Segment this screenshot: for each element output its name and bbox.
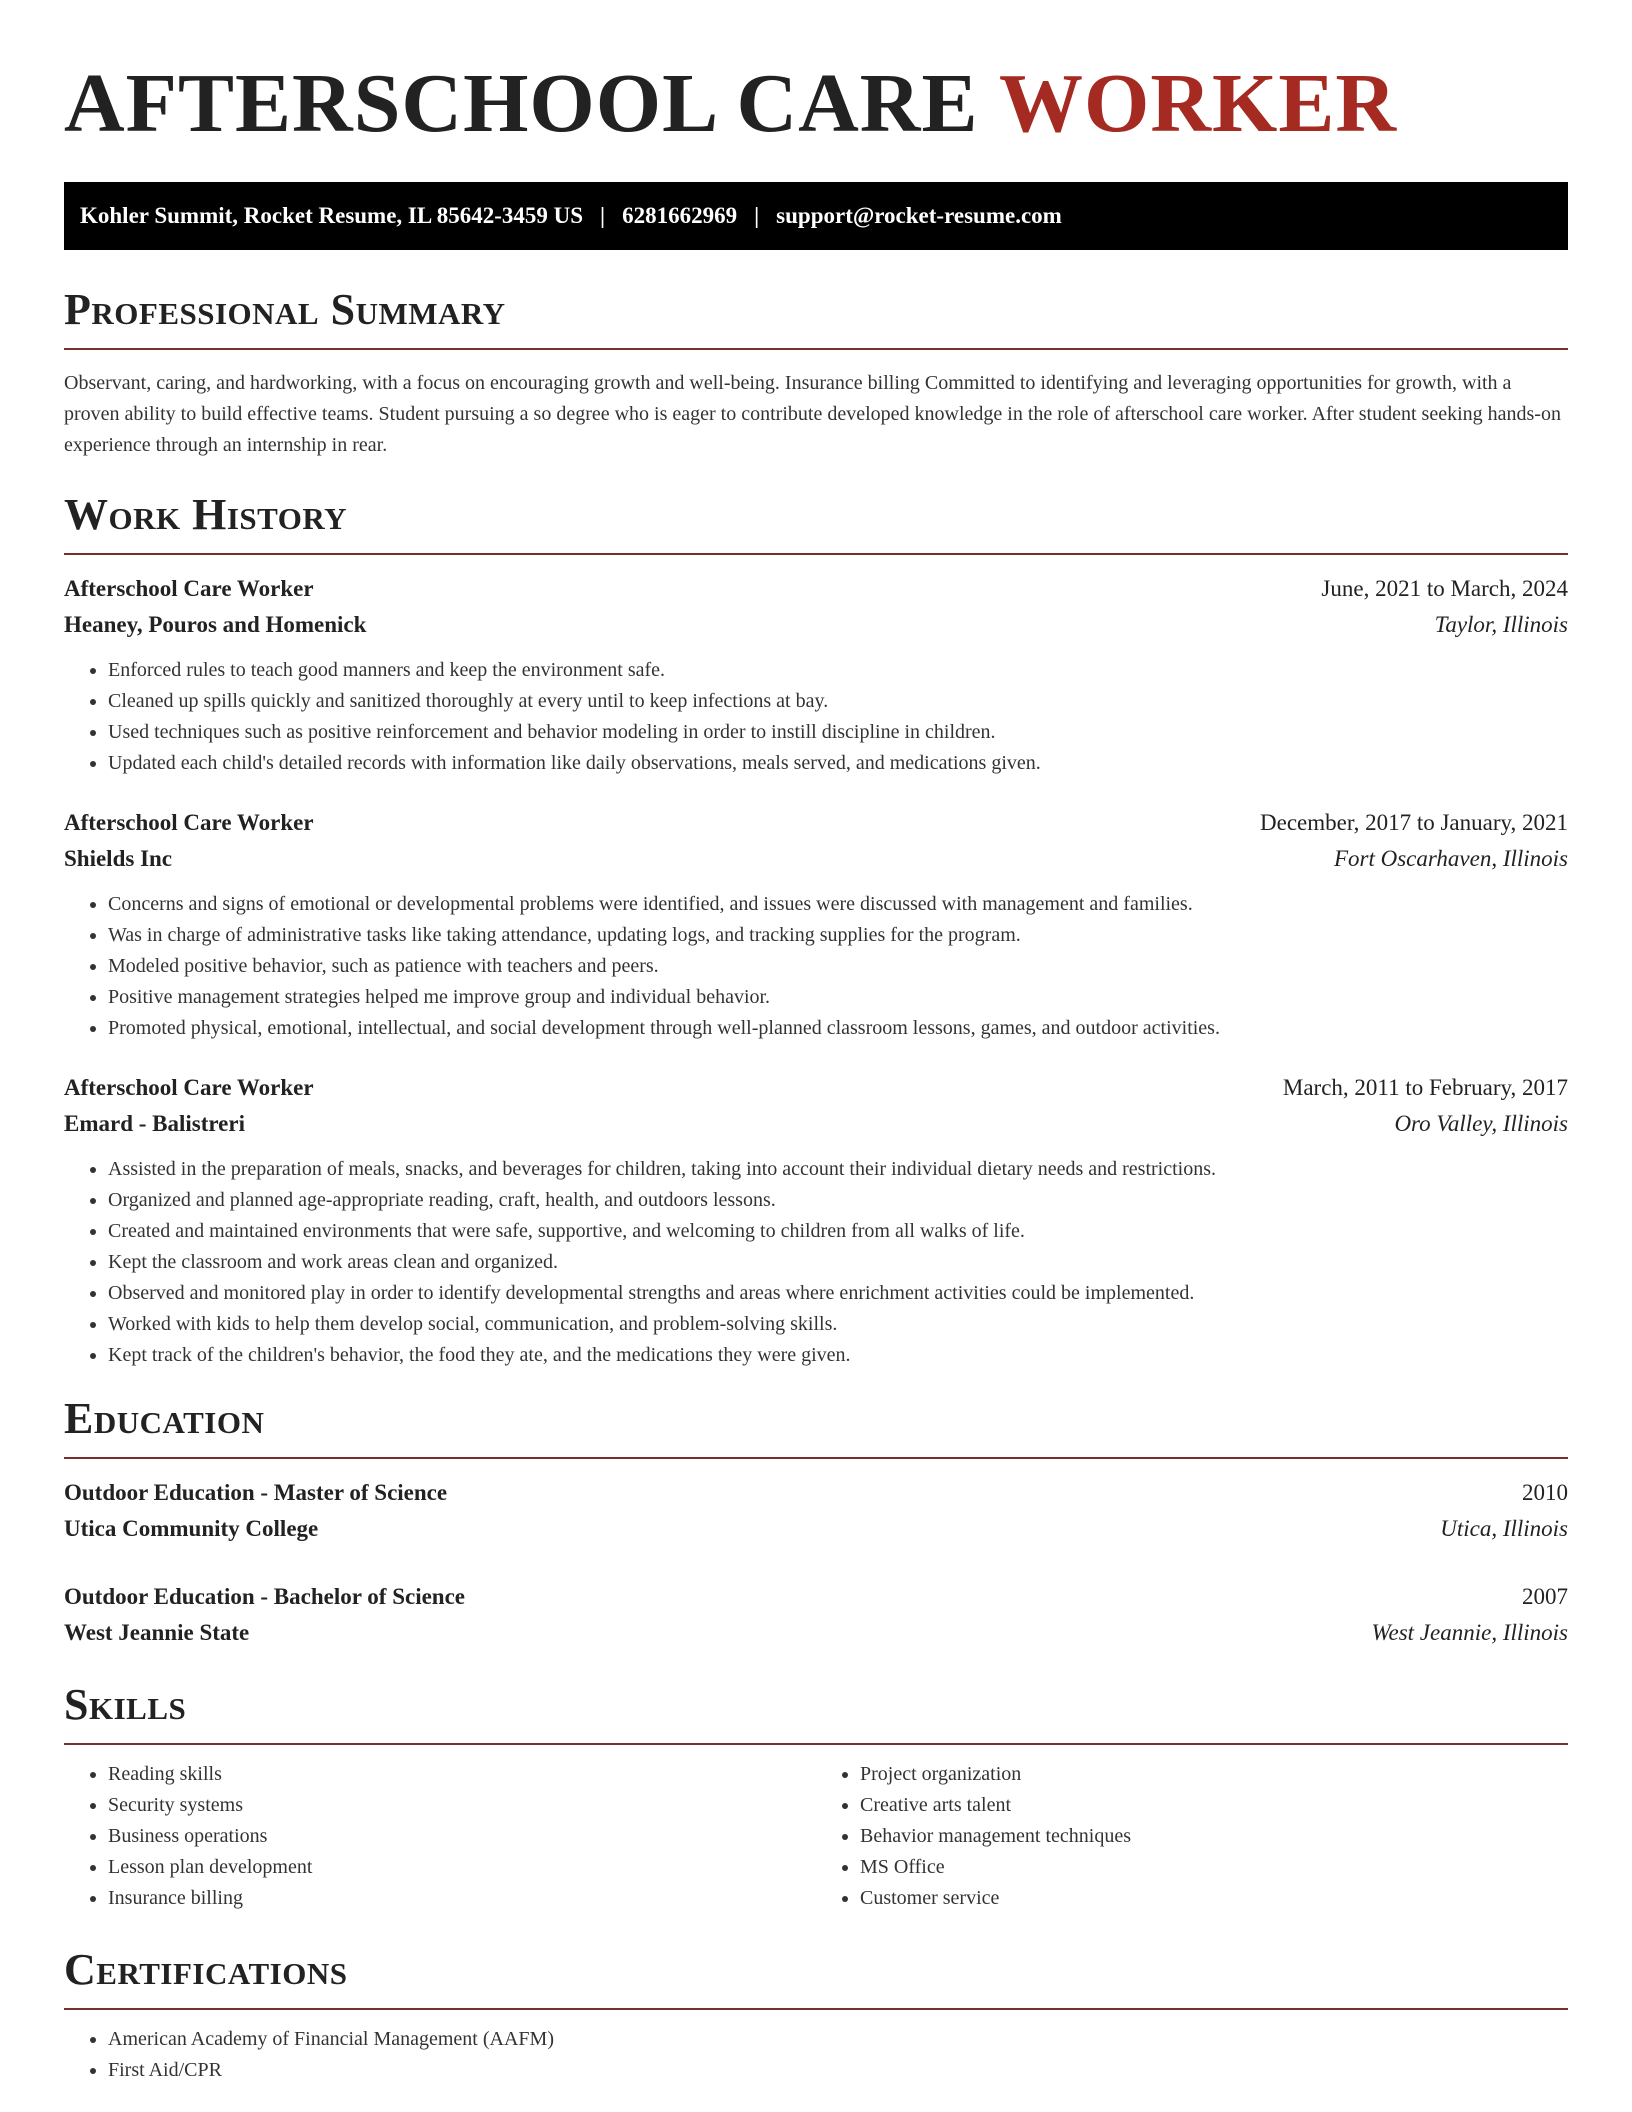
skill-item: • Insurance billing (108, 1883, 816, 1914)
education-entry (64, 1475, 1568, 1547)
section-divider (64, 1457, 1568, 1459)
job-company: Heaney, Pouros and Homenick (64, 612, 367, 637)
job-bullet-list (64, 889, 1568, 1044)
list-item: • Cleaned up spills quickly and sanitized thoroughly at every until to keep infections at bay. (108, 686, 1568, 717)
skill-item: • Security systems (108, 1790, 816, 1821)
section-title-work-history: Work History (64, 490, 348, 539)
education-location: Utica, Illinois (1440, 1516, 1568, 1541)
section-title-summary: Professional Summary (64, 285, 506, 334)
education-school-row (64, 1511, 1568, 1547)
contact-bar (64, 182, 1568, 250)
job-header-row (64, 805, 1568, 841)
list-item: • Created and maintained environments that were safe, supportive, and welcoming to children from all walks of life. (108, 1216, 1568, 1247)
education-degree: Outdoor Education - Bachelor of Science (64, 1584, 466, 1609)
job-location: Fort Oscarhaven, Illinois (1333, 846, 1568, 871)
section-divider (64, 553, 1568, 555)
job-company: Shields Inc (64, 846, 173, 871)
list-item: • Promoted physical, emotional, intellectual, and social development through well-planned classroom lessons, games, and outdoor activities. (108, 1013, 1568, 1044)
job-entry (64, 571, 1568, 779)
title-accent: WORKER (998, 57, 1398, 150)
education-school: West Jeannie State (64, 1620, 250, 1645)
job-role: Afterschool Care Worker (64, 810, 314, 835)
skill-item: • Project organization (860, 1759, 1568, 1790)
summary-text: Observant, caring, and hardworking, with a focus on encouraging growth and well-being. Insurance billing Committed to identifying and leveraging opportunities for growth, with a proven ability to build effective teams. Student pursuing a so degree who is eager to contribute developed knowledge in the role of afterschool care worker. After student seeking hands-on experience through an internship in rear. (64, 372, 1561, 456)
skill-item: • Customer service (860, 1883, 1568, 1914)
certification-item: • American Academy of Financial Management (AAFM) (108, 2024, 1568, 2055)
job-company-row (64, 1106, 1568, 1142)
job-header-row (64, 571, 1568, 607)
list-item: • Kept the classroom and work areas clean and organized. (108, 1247, 1568, 1278)
work-history-section (64, 489, 1568, 1371)
education-location: West Jeannie, Illinois (1371, 1620, 1568, 1645)
list-item: • Assisted in the preparation of meals, snacks, and beverages for children, taking into account their individual dietary needs and restrictions. (108, 1154, 1568, 1185)
education-school-row (64, 1615, 1568, 1651)
skills-list-left (64, 1759, 816, 1914)
job-dates: June, 2021 to March, 2024 (1321, 576, 1568, 601)
contact-separator: | (754, 203, 760, 228)
section-title-certifications: Certifications (64, 1945, 348, 1994)
job-company-row (64, 841, 1568, 877)
skills-list-right (816, 1759, 1568, 1914)
list-item: • Observed and monitored play in order to identify developmental strengths and areas where enrichment activities could be implemented. (108, 1278, 1568, 1309)
education-school: Utica Community College (64, 1516, 319, 1541)
resume-title (64, 0, 1568, 150)
list-item: • Positive management strategies helped me improve group and individual behavior. (108, 982, 1568, 1013)
contact-phone: 6281662969 (622, 203, 738, 228)
skill-item: • Creative arts talent (860, 1790, 1568, 1821)
job-location: Taylor, Illinois (1434, 612, 1568, 637)
job-role: Afterschool Care Worker (64, 1075, 314, 1100)
education-section (64, 1393, 1568, 1651)
list-item: • Kept track of the children's behavior, the food they ate, and the medications they were given. (108, 1340, 1568, 1371)
section-title-skills: Skills (64, 1680, 187, 1729)
job-role: Afterschool Care Worker (64, 576, 314, 601)
contact-separator: | (600, 203, 606, 228)
job-dates: December, 2017 to January, 2021 (1260, 810, 1568, 835)
skill-item: • Behavior management techniques (860, 1821, 1568, 1852)
job-entry (64, 805, 1568, 1044)
job-dates: March, 2011 to February, 2017 (1282, 1075, 1568, 1100)
skill-item: • Lesson plan development (108, 1852, 816, 1883)
list-item: • Was in charge of administrative tasks like taking attendance, updating logs, and tracking supplies for the program. (108, 920, 1568, 951)
education-entry (64, 1579, 1568, 1651)
list-item: • Updated each child's detailed records with information like daily observations, meals served, and medications given. (108, 748, 1568, 779)
list-item: • Used techniques such as positive reinforcement and behavior modeling in order to instill discipline in children. (108, 717, 1568, 748)
list-item: • Worked with kids to help them develop social, communication, and problem-solving skills. (108, 1309, 1568, 1340)
skill-item: • Reading skills (108, 1759, 816, 1790)
education-year: 2010 (1522, 1480, 1568, 1505)
skill-item: • Business operations (108, 1821, 816, 1852)
contact-email: support@rocket-resume.com (776, 203, 1062, 228)
education-degree-row (64, 1579, 1568, 1615)
job-company-row (64, 607, 1568, 643)
list-item: • Modeled positive behavior, such as patience with teachers and peers. (108, 951, 1568, 982)
certifications-section (64, 1944, 1568, 2086)
list-item: • Enforced rules to teach good manners and keep the environment safe. (108, 655, 1568, 686)
summary-section (64, 284, 1568, 461)
skills-grid (64, 1759, 1568, 1914)
contact-address: Kohler Summit, Rocket Resume, IL 85642-3459 US (80, 203, 584, 228)
skill-item: • MS Office (860, 1852, 1568, 1883)
list-item: • Concerns and signs of emotional or developmental problems were identified, and issues were discussed with management and families. (108, 889, 1568, 920)
education-degree: Outdoor Education - Master of Science (64, 1480, 448, 1505)
section-divider (64, 2008, 1568, 2010)
job-location: Oro Valley, Illinois (1394, 1111, 1568, 1136)
section-divider (64, 348, 1568, 350)
list-item: • Organized and planned age-appropriate reading, craft, health, and outdoors lessons. (108, 1185, 1568, 1216)
section-divider (64, 1743, 1568, 1745)
job-company: Emard - Balistreri (64, 1111, 245, 1136)
job-header-row (64, 1070, 1568, 1106)
job-entry (64, 1070, 1568, 1371)
certification-item: • First Aid/CPR (108, 2055, 1568, 2086)
section-title-education: Education (64, 1394, 265, 1443)
certifications-list (64, 2024, 1568, 2086)
job-bullet-list (64, 655, 1568, 779)
education-year: 2007 (1522, 1584, 1568, 1609)
education-degree-row (64, 1475, 1568, 1511)
title-primary: AFTERSCHOOL CARE (64, 57, 979, 150)
job-bullet-list (64, 1154, 1568, 1371)
skills-section (64, 1679, 1568, 1914)
